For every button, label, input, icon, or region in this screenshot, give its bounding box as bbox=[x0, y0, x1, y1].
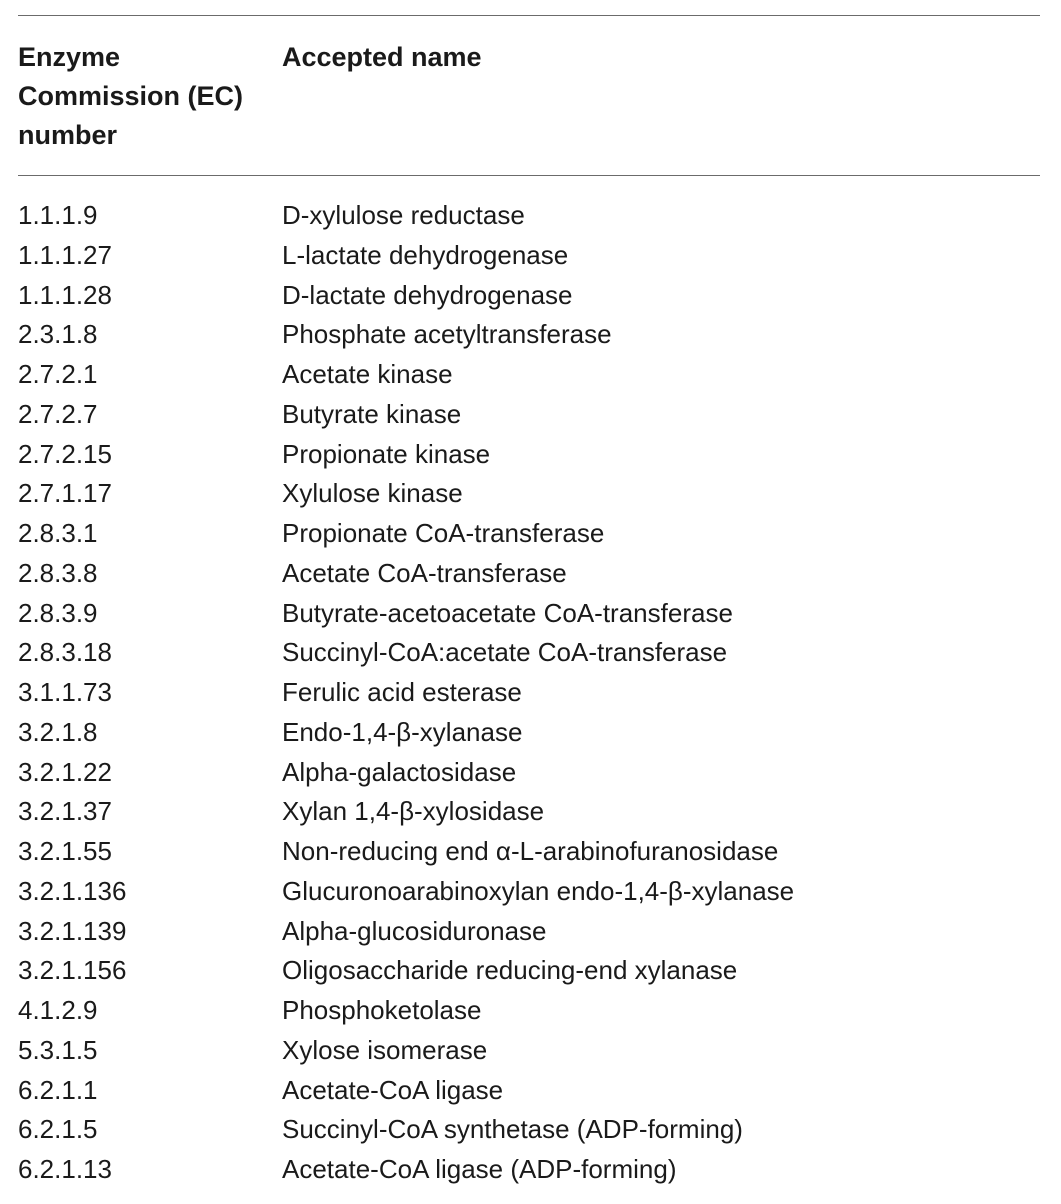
accepted-name-cell: Acetate-CoA ligase bbox=[282, 1074, 504, 1105]
accepted-name-cell: D-xylulose reductase bbox=[282, 200, 525, 230]
ec-number-cell: 3.2.1.22 bbox=[18, 756, 112, 787]
table-row bbox=[18, 315, 1040, 355]
ec-number-cell: 6.2.1.1 bbox=[18, 1074, 98, 1105]
table-row bbox=[18, 1071, 1040, 1111]
table-row bbox=[18, 196, 1040, 236]
table-row bbox=[18, 1110, 1040, 1150]
table-row bbox=[18, 951, 1040, 991]
ec-number-cell: 3.2.1.55 bbox=[18, 836, 112, 866]
table-row bbox=[18, 832, 1040, 872]
accepted-name-cell: Acetate kinase bbox=[282, 359, 453, 389]
table-row bbox=[18, 633, 1040, 673]
ec-number-cell: 2.7.1.17 bbox=[18, 478, 112, 509]
table-row bbox=[18, 713, 1040, 753]
ec-number-cell: 2.8.3.9 bbox=[18, 597, 98, 628]
ec-number-cell: 1.1.1.9 bbox=[18, 200, 98, 230]
table-header bbox=[18, 38, 1040, 155]
table-row bbox=[18, 514, 1040, 554]
accepted-name-cell: L-lactate dehydrogenase bbox=[282, 239, 569, 270]
table-row bbox=[18, 872, 1040, 912]
accepted-name-cell: Propionate CoA-transferase bbox=[282, 518, 605, 548]
table-row bbox=[18, 395, 1040, 435]
ec-number-cell: 1.1.1.27 bbox=[18, 239, 112, 270]
accepted-name-cell: Propionate kinase bbox=[282, 438, 491, 469]
ec-number-cell: 2.7.2.7 bbox=[18, 398, 98, 429]
ec-number-cell: 4.1.2.9 bbox=[18, 995, 98, 1025]
table-row bbox=[18, 753, 1040, 793]
accepted-name-cell: Endo-1,4-β-xylanase bbox=[282, 716, 523, 747]
accepted-name-cell: Phosphate acetyltransferase bbox=[282, 319, 612, 350]
accepted-name-cell: Butyrate-acetoacetate CoA-transferase bbox=[282, 597, 733, 628]
ec-number-cell: 2.7.2.15 bbox=[18, 438, 112, 469]
ec-number-cell: 3.1.1.73 bbox=[18, 677, 112, 707]
table-row bbox=[18, 554, 1040, 594]
accepted-name-cell: Oligosaccharide reducing-end xylanase bbox=[282, 955, 738, 986]
accepted-name-cell: Xylulose kinase bbox=[282, 478, 463, 509]
table-row bbox=[18, 474, 1040, 514]
accepted-name-cell: Alpha-glucosiduronase bbox=[282, 915, 547, 946]
header-rule bbox=[18, 175, 1040, 176]
accepted-name-cell: Xylan 1,4-β-xylosidase bbox=[282, 796, 545, 827]
header-ec-number: Enzyme Commission (EC) number bbox=[18, 42, 244, 150]
ec-number-cell: 2.8.3.18 bbox=[18, 637, 112, 668]
accepted-name-cell: Alpha-galactosidase bbox=[282, 756, 517, 787]
accepted-name-cell: Non-reducing end α-L-arabinofuranosidase bbox=[282, 836, 779, 866]
table-body bbox=[18, 196, 1040, 1190]
table-row bbox=[18, 1031, 1040, 1071]
ec-number-cell: 2.7.2.1 bbox=[18, 359, 98, 389]
ec-number-cell: 6.2.1.5 bbox=[18, 1114, 98, 1145]
accepted-name-cell: Succinyl-CoA synthetase (ADP-forming) bbox=[282, 1114, 743, 1145]
header-accepted-name: Accepted name bbox=[282, 42, 482, 72]
table-row bbox=[18, 236, 1040, 276]
table-row bbox=[18, 355, 1040, 395]
table-row bbox=[18, 435, 1040, 475]
ec-number-cell: 2.8.3.1 bbox=[18, 518, 98, 548]
accepted-name-cell: Succinyl-CoA:acetate CoA-transferase bbox=[282, 637, 728, 668]
accepted-name-cell: Glucuronoarabinoxylan endo-1,4-β-xylanase bbox=[282, 875, 795, 906]
accepted-name-cell: D-lactate dehydrogenase bbox=[282, 279, 573, 310]
table-row bbox=[18, 594, 1040, 634]
accepted-name-cell: Phosphoketolase bbox=[282, 995, 482, 1025]
table-row bbox=[18, 912, 1040, 952]
accepted-name-cell: Ferulic acid esterase bbox=[282, 677, 522, 707]
table-row bbox=[18, 792, 1040, 832]
ec-number-cell: 3.2.1.139 bbox=[18, 915, 127, 946]
ec-number-cell: 2.8.3.8 bbox=[18, 557, 98, 588]
ec-number-cell: 3.2.1.37 bbox=[18, 796, 112, 827]
top-rule bbox=[18, 15, 1040, 16]
ec-number-cell: 3.2.1.136 bbox=[18, 875, 127, 906]
ec-number-cell: 5.3.1.5 bbox=[18, 1034, 98, 1065]
ec-number-cell: 3.2.1.8 bbox=[18, 716, 98, 747]
ec-number-cell: 2.3.1.8 bbox=[18, 319, 98, 350]
table-row bbox=[18, 673, 1040, 713]
table-row bbox=[18, 991, 1040, 1031]
accepted-name-cell: Xylose isomerase bbox=[282, 1034, 488, 1065]
table-row bbox=[18, 1150, 1040, 1190]
accepted-name-cell: Acetate-CoA ligase (ADP-forming) bbox=[282, 1154, 677, 1184]
accepted-name-cell: Butyrate kinase bbox=[282, 398, 462, 429]
ec-number-cell: 3.2.1.156 bbox=[18, 955, 127, 986]
ec-number-cell: 1.1.1.28 bbox=[18, 279, 112, 310]
accepted-name-cell: Acetate CoA-transferase bbox=[282, 557, 567, 588]
ec-number-cell: 6.2.1.13 bbox=[18, 1154, 112, 1184]
table-row bbox=[18, 276, 1040, 316]
